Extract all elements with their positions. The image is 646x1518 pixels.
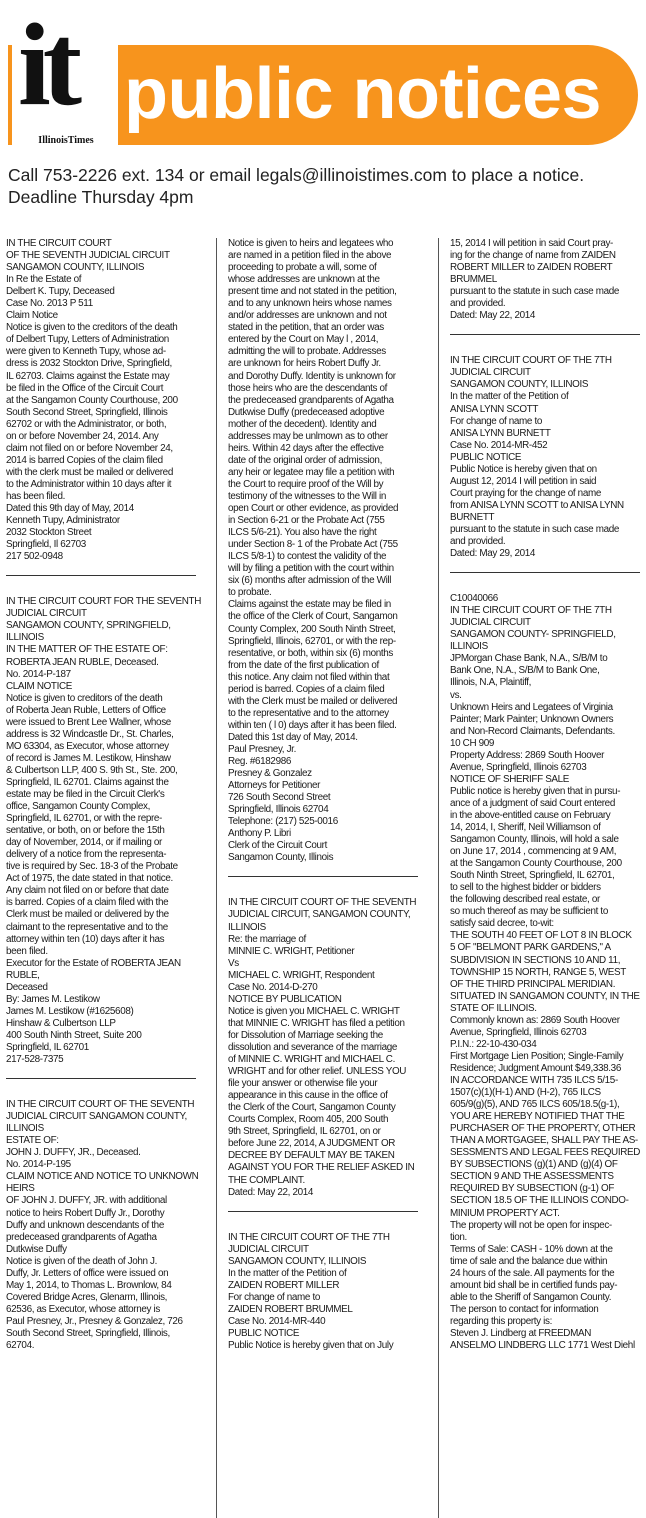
notice-line: IN THE CIRCUIT COURT OF THE 7TH — [228, 1231, 390, 1243]
notice-line: JUDICIAL CIRCUIT — [6, 608, 87, 620]
notice-line: be filed in the Office of the Circuit Court — [6, 382, 164, 394]
notice-line: Anthony P. Libri — [228, 828, 291, 840]
notice-line: the office of the Clerk of Court, Sangamon — [228, 611, 398, 623]
notice-line: Dated this 9th day of May, 2014 — [6, 503, 134, 515]
notice-separator — [450, 334, 640, 335]
notice-line: Public notice is hereby given that in pursu- — [450, 785, 621, 797]
notice-line: ANISA LYNN SCOTT — [450, 403, 539, 415]
notice-line: Public Notice is hereby given that on — [450, 463, 597, 475]
notice-line: from the date of the first publication of — [228, 659, 379, 671]
notice-line: JPMorgan Chase Bank, N.A., S/B/M to — [450, 653, 608, 665]
notice-line: Telephone: (217) 525-0016 — [228, 816, 338, 828]
notice-line: 2032 Stockton Street — [6, 527, 92, 539]
notice-line: REQUIRED BY SUBSECTION (g-1) OF — [450, 1183, 615, 1195]
notice-line: time of sale and the balance due within — [450, 1255, 608, 1267]
notice-separator — [6, 575, 196, 576]
notice-line: Delbert K. Tupy, Deceased — [6, 286, 115, 298]
notice-line: Notice is given to the creditors of the death — [6, 322, 178, 334]
notice-line: before June 22, 2014, A JUDGMENT OR — [228, 1138, 396, 1150]
notice-separator — [228, 876, 418, 877]
logo-brand-name: IllinoisTimes — [38, 135, 94, 146]
notice-line: STATE OF ILLINOIS. — [450, 1002, 537, 1014]
title-banner — [104, 45, 638, 145]
notices-column-2 — [228, 238, 424, 1518]
notice-line: are named in a petition filed in the above — [228, 250, 392, 262]
section-title: public notices — [124, 54, 602, 134]
notice-line: attorney within ten (10) days after it has — [6, 933, 165, 945]
notice-line: of record is James M. Lestikow, Hinshaw — [6, 752, 171, 764]
notice-line: South Second Street, Springfield, Illinois, — [6, 1327, 170, 1339]
notice-line: OF JOHN J. DUFFY, JR. with additional — [6, 1195, 167, 1207]
notice-line: stated in the petition, that an order was — [228, 322, 384, 334]
notice-line: Act of 1975, the date stated in that notice. — [6, 873, 173, 885]
notice-line: claim not filed on or before November 24, — [6, 442, 173, 454]
notice-line: ILLINOIS — [228, 921, 266, 933]
notices-column-3 — [450, 238, 646, 1518]
notice-line: In the matter of the Petition of — [450, 391, 569, 403]
notice-line: SANGAMON COUNTY- SPRINGFIELD, — [450, 629, 616, 641]
notice-line: Dated: May 22, 2014 — [450, 310, 536, 322]
notice-line: ILCS 5/8-1) to contest the validity of the — [228, 551, 387, 563]
notice-line: 400 South Ninth Street, Suite 200 — [6, 1029, 142, 1041]
notice-line: 5 OF "BELMONT PARK GARDENS," A — [450, 942, 611, 954]
notice-line: Attorneys for Petitioner — [228, 780, 321, 792]
notice-line: with the Clerk must be mailed or delivered — [228, 695, 398, 707]
notice-line: TOWNSHIP 15 NORTH, RANGE 5, WEST — [450, 966, 626, 978]
notice-line: are unknown for heirs Robert Duffy Jr. — [228, 358, 381, 370]
notice-line: 605/9(g)(5), AND 765 ILCS 605/18.5(g-1), — [450, 1099, 620, 1111]
notice-line: Springfield, Il 62703 — [6, 539, 86, 551]
notice-line: resentative, or both, within six (6) months — [228, 647, 393, 659]
notice-line: In Re the Estate of — [6, 274, 82, 286]
notice-line: IN THE CIRCUIT COURT OF THE 7TH — [450, 605, 612, 617]
notice-line: on or before November 24, 2014. Any — [6, 430, 159, 442]
notice-line: BRUMMEL — [450, 274, 497, 286]
notice-line: PUBLIC NOTICE — [450, 451, 522, 463]
notice-line: MINNIE C. WRIGHT, Petitioner — [228, 945, 355, 957]
notice-line: SESSMENTS AND LEGAL FEES REQUIRED — [450, 1147, 641, 1159]
notice-line: and Non-Record Claimants, Defendants. — [450, 725, 615, 737]
notice-line: 217 502-0948 — [6, 551, 63, 563]
notice-line: at the Sangamon County Courthouse, 200 — [6, 394, 178, 406]
notice-line: entered by the Court on May l , 2014, — [228, 334, 379, 346]
notice-line: May 1, 2014, to Thomas L. Brownlow, 84 — [6, 1279, 172, 1291]
notice-line: C10040066 — [450, 593, 498, 605]
notice-line: and/or addresses are unknown and not — [228, 310, 387, 322]
notice-line: day of November, 2014, or if mailing or — [6, 837, 162, 849]
notice-line: whose addresses are unknown at the — [228, 274, 380, 286]
notice-line: & Culbertson LLP, 400 S. 9th St., Ste. 200, — [6, 764, 178, 776]
notice-line: Reg. #6182986 — [228, 756, 291, 768]
notice-line: August 12, 2014 I will petition in said — [450, 475, 597, 487]
notice-line: Courts Complex, Room 405, 200 South — [228, 1114, 389, 1126]
notice-line: and to any unknown heirs whose names — [228, 298, 392, 310]
notice-line: period is barred. Copies of a claim filed — [228, 683, 385, 695]
notice-line: proceeding to probate a will, some of — [228, 262, 377, 274]
notice-line: South Second Street, Springfield, Illinois — [6, 406, 168, 418]
notice-line: 24 hours of the sale. All payments for the — [450, 1267, 615, 1279]
notice-line: 217-528-7375 — [6, 1054, 64, 1066]
legal-notice — [450, 593, 646, 1352]
notice-line: Painter; Mark Painter; Unknown Owners — [450, 713, 614, 725]
notice-line: Property Address: 2869 South Hoover — [450, 749, 605, 761]
notice-line: is barred. Copies of a claim filed with the — [6, 897, 169, 909]
notice-line: Sangamon County, Illinois, will hold a sale — [450, 834, 619, 846]
notice-line: SANGAMON COUNTY, SPRINGFIELD, — [6, 620, 171, 632]
notice-line: PUBLIC NOTICE — [228, 1327, 300, 1339]
notice-line: IN THE CIRCUIT COURT — [6, 238, 112, 249]
notice-line: For change of name to — [450, 415, 543, 427]
notice-line: AGAINST YOU FOR THE RELIEF ASKED IN — [228, 1162, 415, 1174]
contact-line: Call 753-2226 ext. 134 or email legals@illinoistimes.com to place a notice. — [8, 165, 585, 185]
notice-line: Notice is given you MICHAEL C. WRIGHT — [228, 1005, 400, 1017]
notice-line: the Clerk of the Court, Sangamon County — [228, 1102, 396, 1114]
notice-line: SANGAMON COUNTY, ILLINOIS — [6, 262, 145, 274]
notice-line: IN THE CIRCUIT COURT OF THE 7TH — [450, 355, 612, 367]
notice-line: the predeceased grandparents of Agatha — [228, 394, 394, 406]
legal-notice — [6, 238, 202, 563]
notice-line: 62536, as Executor, whose attorney is — [6, 1303, 160, 1315]
notice-line: under Section 8- 1 of the Probate Act (755 — [228, 539, 398, 551]
notice-line: vs. — [450, 689, 462, 701]
notice-line: able to the Sheriff of Sangamon County. — [450, 1291, 612, 1303]
notice-line: in Section 6-21 or the Probate Act (755 — [228, 515, 385, 527]
notice-line: Clerk of the Circuit Court — [228, 840, 328, 852]
notice-line: satisfy said decree, to-wit: — [450, 918, 554, 930]
notice-line: IL 62703. Claims against the Estate may — [6, 370, 170, 382]
notice-line: 62702 or with the Administrator, or both, — [6, 418, 167, 430]
notice-line: were issued to Brent Lee Wallner, whose — [6, 716, 171, 728]
notice-line: six (6) months after admission of the Will — [228, 575, 392, 587]
notice-line: ILLINOIS — [450, 641, 488, 653]
notice-line: James M. Lestikow (#1625608) — [6, 1005, 134, 1017]
notice-line: Unknown Heirs and Legatees of Virginia — [450, 701, 613, 713]
notice-line: Presney & Gonzalez — [228, 768, 312, 780]
notice-line: heirs. Within 42 days after the effective — [228, 442, 384, 454]
notice-line: Kenneth Tupy, Administrator — [6, 515, 120, 527]
notice-line: 9th Street, Springfield, IL 62701, on or — [228, 1126, 381, 1138]
notice-line: regarding this property is: — [450, 1315, 552, 1327]
notice-line: Court praying for the change of name — [450, 487, 601, 499]
notice-line: the following described real estate, or — [450, 894, 600, 906]
notice-line: MINIUM PROPERTY ACT. — [450, 1207, 560, 1219]
notice-line: ANISA LYNN BURNETT — [450, 427, 551, 439]
notice-line: the Court to require proof of the Will by — [228, 478, 384, 490]
notice-line: claimant to the representative and to the — [6, 921, 168, 933]
notice-line: WRIGHT and for other relief. UNLESS YOU — [228, 1066, 407, 1078]
notice-line: IN THE CIRCUIT COURT OF THE SEVENTH — [6, 1099, 195, 1111]
logo-letters: it — [18, 0, 75, 130]
notice-line: JUDICIAL CIRCUIT, SANGAMON COUNTY, — [228, 909, 411, 921]
notice-line: this notice. Any claim not filed within that — [228, 671, 390, 683]
notice-line: IN THE CIRCUIT COURT OF THE SEVENTH — [228, 897, 417, 909]
notice-line: Avenue, Springfield, Illinois 62703 — [450, 761, 587, 773]
notices-column-1 — [6, 238, 202, 1518]
notice-line: PURCHASER OF THE PROPERTY, OTHER — [450, 1123, 636, 1135]
notice-line: Commonly known as: 2869 South Hoover — [450, 1014, 620, 1026]
notice-line: Claims against the estate may be filed in — [228, 599, 391, 611]
notice-line: admitting the will to probate. Addresses — [228, 346, 386, 358]
notice-line: ZAIDEN ROBERT MILLER — [228, 1279, 340, 1291]
notice-line: Springfield, Illinois, 62701, or with the rep- — [228, 635, 396, 647]
masthead — [0, 0, 646, 160]
notice-line: MICHAEL C. WRIGHT, Respondent — [228, 969, 375, 981]
notice-line: Springfield, IL 62701. Claims against the — [6, 776, 169, 788]
notice-line: THE SOUTH 40 FEET OF LOT 8 IN BLOCK — [450, 930, 632, 942]
notice-line: CLAIM NOTICE — [6, 680, 73, 692]
notice-line: Any claim not filed on or before that date — [6, 885, 169, 897]
notice-line: Vs — [228, 957, 239, 969]
notice-line: YOU ARE HEREBY NOTIFIED THAT THE — [450, 1111, 625, 1123]
notice-line: 726 South Second Street — [228, 792, 331, 804]
legal-notice — [228, 897, 424, 1198]
notice-line: BURNETT — [450, 511, 495, 523]
notice-line: ILCS 5/6-21). You also have the right — [228, 527, 377, 539]
notice-line: ESTATE OF: — [6, 1135, 59, 1147]
notice-line: JOHN J. DUFFY, JR., Deceased. — [6, 1147, 141, 1159]
notice-line: Notice is given of the death of John J. — [6, 1255, 158, 1267]
notice-line: those heirs who are the descendants of — [228, 382, 388, 394]
notice-line: Avenue, Springfield, Illinois 62703 — [450, 1026, 587, 1038]
notice-line: ZAIDEN ROBERT BRUMMEL — [228, 1303, 353, 1315]
notice-line: amount bid shall be in certified funds pay- — [450, 1279, 618, 1291]
notice-line: NOTICE BY PUBLICATION — [228, 993, 342, 1005]
notice-line: Covered Bridge Acres, Glenarm, Illinois, — [6, 1291, 168, 1303]
notice-line: Illinois, N.A, Plaintiff, — [450, 677, 532, 689]
notice-line: Springfield, Illinois 62704 — [228, 804, 329, 816]
notice-line: testimony of the witnesses to the Will in — [228, 490, 386, 502]
notice-line: sentative, or both, on or before the 15th — [6, 825, 165, 837]
notice-line: Case No. 2014-D-270 — [228, 981, 318, 993]
notice-line: of Delbert Tupy, Letters of Administration — [6, 334, 169, 346]
notice-line: Dated: May 29, 2014 — [450, 548, 536, 560]
notice-line: has been filed. — [6, 490, 65, 502]
legal-notice — [228, 238, 424, 864]
notice-line: For change of name to — [228, 1291, 321, 1303]
notice-line: 15, 2014 I will petition in said Court pray- — [450, 238, 613, 249]
notice-line: were given to Kenneth Tupy, whose ad- — [6, 346, 166, 358]
notice-line: ILLINOIS — [6, 1123, 44, 1135]
notice-line: By: James M. Lestikow — [6, 993, 100, 1005]
legal-notice — [450, 355, 646, 560]
notice-line: Springfield, IL 62701, or with the repre- — [6, 813, 162, 825]
notice-line: The property will not be open for inspec- — [450, 1219, 612, 1231]
notice-line: No. 2014-P-187 — [6, 668, 71, 680]
notice-line: SUBDIVISION IN SECTIONS 10 AND 11, — [450, 954, 621, 966]
notice-line: Hinshaw & Culbertson LLP — [6, 1017, 116, 1029]
notice-line: and Dorothy Duffy. Identity is unknown for — [228, 370, 396, 382]
notice-line: Notice is given to heirs and legatees who — [228, 238, 394, 249]
notice-line: SECTION 9 AND THE ASSESSMENTS — [450, 1171, 614, 1183]
notice-line: address is 32 Windcastle Dr., St. Charles, — [6, 728, 174, 740]
notice-line: THE COMPLAINT. — [228, 1174, 305, 1186]
notice-line: Duffy and unknown descendants of the — [6, 1219, 164, 1231]
notice-line: ing for the change of name from ZAIDEN — [450, 250, 616, 262]
notice-line: pursuant to the statute in such case made — [450, 523, 619, 535]
column-divider — [216, 238, 217, 1518]
notice-line: Steven J. Lindberg at FREEDMAN — [450, 1327, 591, 1339]
notice-line: of Roberta Jean Ruble, Letters of Office — [6, 704, 166, 716]
notice-line: to the Administrator within 10 days after it — [6, 478, 172, 490]
notice-line: on June 17, 2014 , commencing at 9 AM, — [450, 846, 617, 858]
notice-line: 62704. — [6, 1340, 35, 1352]
notice-line: so much thereof as may be sufficient to — [450, 906, 608, 918]
notice-line: ROBERTA JEAN RUBLE, Deceased. — [6, 656, 159, 668]
notice-line: tive is required by Sec. 18-3 of the Probate — [6, 861, 178, 873]
notice-line: Clerk must be mailed or delivered by the — [6, 909, 169, 921]
notice-line: that MINNIE C. WRIGHT has filed a petition — [228, 1017, 405, 1029]
notice-line: Public Notice is hereby given that on July — [228, 1340, 394, 1352]
notice-line: ILLINOIS — [6, 632, 44, 644]
notice-line: Dutkwise Duffy — [6, 1243, 67, 1255]
notice-line: JUDICIAL CIRCUIT — [450, 617, 531, 629]
deadline-line: Deadline Thursday 4pm — [8, 187, 194, 207]
notice-line: pursuant to the statute in such case made — [450, 286, 619, 298]
notice-line: NOTICE OF SHERIFF SALE — [450, 773, 570, 785]
notice-line: JUDICIAL CIRCUIT — [450, 367, 531, 379]
notice-line: to sell to the highest bidder or bidders — [450, 882, 601, 894]
notice-line: BY SUBSECTIONS (g)(1) AND (g)(4) OF — [450, 1159, 618, 1171]
notice-line: delivery of a notice from the representa- — [6, 849, 167, 861]
notice-line: will by filing a petition with the court within — [228, 563, 394, 575]
notice-line: Paul Presney, Jr. — [228, 743, 296, 755]
notice-line: for Dissolution of Marriage seeking the — [228, 1029, 383, 1041]
notice-line: SITUATED IN SANGAMON COUNTY, IN THE — [450, 990, 640, 1002]
notice-line: South Ninth Street, Springfield, IL 62701, — [450, 870, 615, 882]
notice-line: Bank One, N.A., S/B/M to Bank One, — [450, 665, 600, 677]
notice-line: addresses may be unlmown as to other — [228, 430, 388, 442]
notice-line: office, Sangamon County Complex, — [6, 801, 150, 813]
notice-line: tion. — [450, 1231, 467, 1243]
notice-line: Case No. 2013 P 511 — [6, 298, 93, 310]
notice-line: date of the original order of admission, — [228, 454, 382, 466]
notice-line: THAN A MORTGAGEE, SHALL PAY THE AS- — [450, 1135, 638, 1147]
notice-line: SANGAMON COUNTY, ILLINOIS — [228, 1255, 367, 1267]
notice-line: SANGAMON COUNTY, ILLINOIS — [450, 379, 589, 391]
notice-line: Sangamon County, Illinois — [228, 852, 334, 864]
notice-line: Case No. 2014-MR-452 — [450, 439, 548, 451]
notice-line: Residence; Judgment Amount $49,338.36 — [450, 1062, 621, 1074]
notice-line: County Complex, 200 South Ninth Street, — [228, 623, 396, 635]
notice-line: In the matter of the Petition of — [228, 1267, 347, 1279]
notice-line: ANSELMO LINDBERG LLC 1771 West Diehl — [450, 1340, 635, 1352]
notice-line: and provided. — [450, 298, 506, 310]
notice-line: at the Sangamon County Courthouse, 200 — [450, 858, 622, 870]
notice-line: dress is 2032 Stockton Drive, Springfield, — [6, 358, 172, 370]
notice-line: 2014 is barred Copies of the claim filed — [6, 454, 163, 466]
legal-notice — [6, 596, 202, 1066]
notice-line: Terms of Sale: CASH - 10% down at the — [450, 1243, 613, 1255]
notice-line: 10 CH 909 — [450, 737, 495, 749]
notice-line: Deceased — [6, 981, 48, 993]
notice-line: and provided. — [450, 536, 506, 548]
notice-line: CLAIM NOTICE AND NOTICE TO UNKNOWN — [6, 1171, 199, 1183]
notice-line: Claim Notice — [6, 310, 58, 322]
notice-line: 14, 2014, I, Sheriff, Neil Williamson of — [450, 822, 601, 834]
notice-line: Dated this 1st day of May, 2014. — [228, 731, 358, 743]
notice-line: First Mortgage Lien Position; Single-Family — [450, 1050, 624, 1062]
notice-line: estate may be filed in the Circuit Clerk's — [6, 789, 165, 801]
column-divider — [438, 238, 439, 1518]
notice-separator — [228, 1211, 418, 1212]
notice-line: IN ACCORDANCE WITH 735 ILCS 5/15- — [450, 1075, 618, 1086]
notice-line: DECREE BY DEFAULT MAY BE TAKEN — [228, 1150, 395, 1162]
notice-line: The person to contact for information — [450, 1303, 599, 1315]
notice-line: with the clerk must be mailed or delivered — [6, 466, 173, 478]
notice-line: notice to heirs Robert Duffy Jr., Dorothy — [6, 1207, 165, 1219]
notice-line: present time and not stated in the petition, — [228, 286, 397, 298]
notice-line: 1507(c)(1)(H-1) AND (H-2), 765 ILCS — [450, 1087, 601, 1099]
notice-line: Paul Presney, Jr., Presney & Gonzalez, 726 — [6, 1315, 183, 1327]
contact-info — [8, 164, 640, 208]
notice-line: Re: the marriage of — [228, 933, 306, 945]
notice-line: any heir or legatee may file a petition with — [228, 466, 395, 478]
notice-line: Dutkwise Duffy (predeceased adoptive — [228, 406, 385, 418]
notice-line: open Court or other evidence, as provided — [228, 503, 399, 515]
notice-line: Case No. 2014-MR-440 — [228, 1315, 326, 1327]
notice-line: Notice is given to creditors of the death — [6, 692, 163, 704]
notice-line: dissolution and severance of the marriage — [228, 1042, 397, 1053]
notice-line: of MINNIE C. WRIGHT and MICHAEL C. — [228, 1054, 395, 1066]
notice-line: from ANISA LYNN SCOTT to ANISA LYNN — [450, 499, 624, 511]
notice-line: to the representative and to the attorney — [228, 707, 389, 719]
notice-line: MO 63304, as Executor, whose attorney — [6, 740, 169, 752]
notice-line: been filed. — [6, 945, 48, 957]
notice-line: Dated: May 22, 2014 — [228, 1186, 314, 1198]
notice-line: OF THE THIRD PRINCIPAL MERIDIAN. — [450, 978, 616, 990]
notice-line: JUDICIAL CIRCUIT — [228, 1243, 309, 1255]
notice-line: ROBERT MILLER to ZAIDEN ROBERT — [450, 262, 613, 274]
notice-line: file your answer or otherwise file your — [228, 1078, 378, 1090]
notice-line: in the above-entitled cause on February — [450, 809, 611, 821]
notice-line: Springfield, IL 62701 — [6, 1042, 89, 1053]
notices-columns — [0, 232, 646, 1518]
notice-line: JUDICIAL CIRCUIT SANGAMON COUNTY, — [6, 1111, 187, 1123]
notice-line: OF THE SEVENTH JUDICIAL CIRCUIT — [6, 250, 170, 262]
notice-line: ance of a judgment of said Court entered — [450, 797, 615, 809]
legal-notice — [228, 1232, 424, 1352]
notice-line: predeceased grandparents of Agatha — [6, 1231, 157, 1243]
notice-line: mother of the decedent). Identity and — [228, 418, 377, 430]
notice-separator — [450, 572, 640, 573]
notice-line: Executor for the Estate of ROBERTA JEAN — [6, 957, 181, 969]
notice-line: Duffy, Jr. Letters of office were issued on — [6, 1267, 169, 1279]
notice-line: SECTION 18.5 OF THE ILLINOIS CONDO- — [450, 1195, 629, 1207]
notice-line: No. 2014-P-195 — [6, 1159, 71, 1171]
notice-line: within ten ( l 0) days after it has been filed. — [228, 719, 397, 731]
notice-line: to probate. — [228, 587, 272, 599]
legal-notice — [450, 238, 646, 322]
illinois-times-logo[interactable] — [12, 0, 118, 148]
notice-line: IN THE CIRCUIT COURT FOR THE SEVENTH — [6, 596, 201, 608]
notice-line: IN THE MATTER OF THE ESTATE OF: — [6, 644, 168, 656]
legal-notice — [6, 1099, 202, 1352]
notice-line: RUBLE, — [6, 969, 40, 981]
notice-separator — [6, 1078, 196, 1079]
notice-line: HEIRS — [6, 1183, 35, 1195]
notice-line: appearance in this cause in the office of — [228, 1090, 388, 1102]
notice-line: P.I.N.: 22-10-430-034 — [450, 1038, 537, 1050]
